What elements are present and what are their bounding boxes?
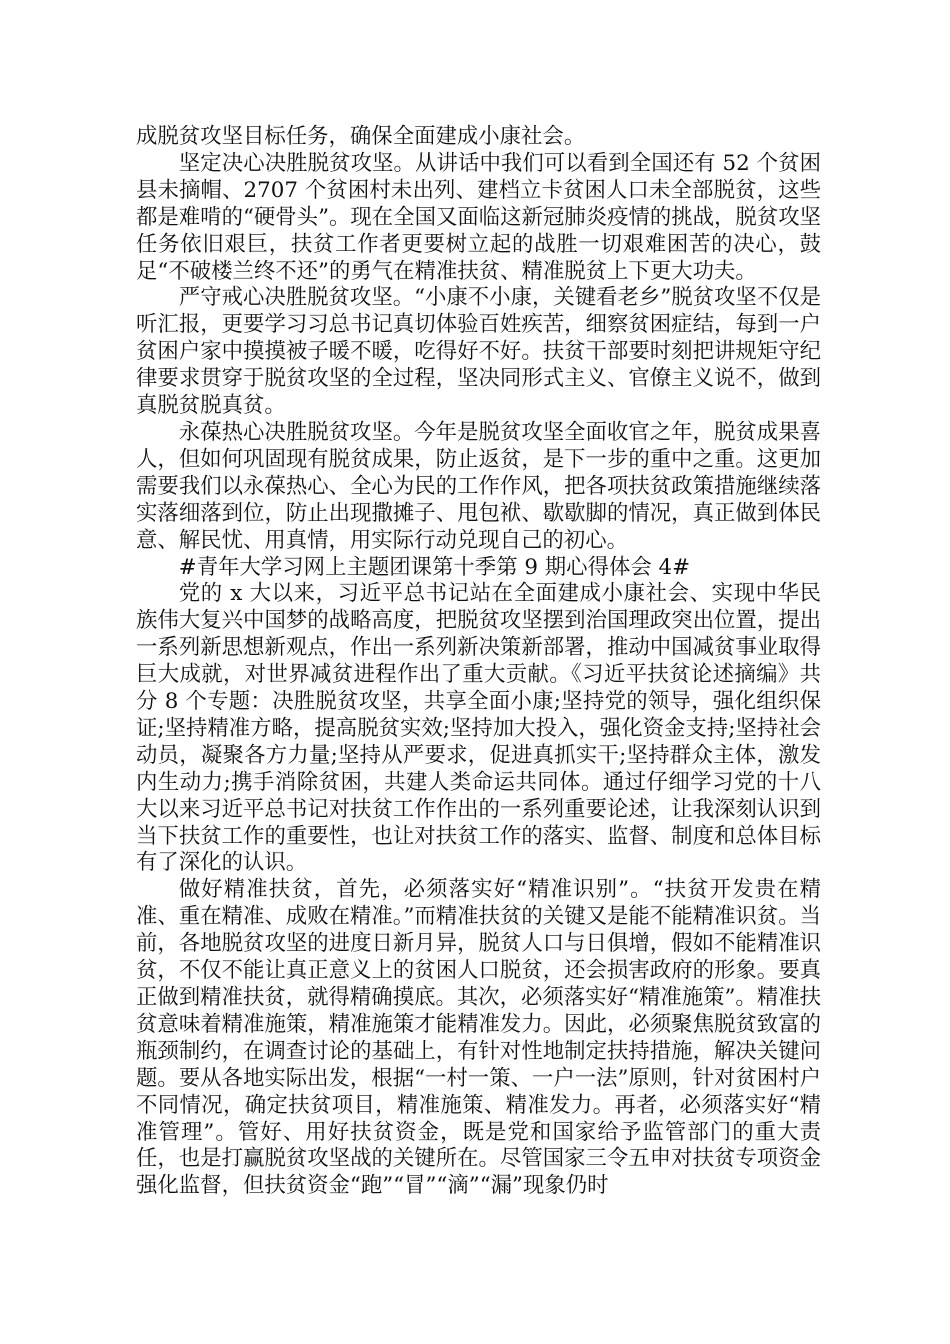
section-heading: #青年大学习网上主题团课第十季第 9 期心得体会 4# xyxy=(178,554,691,580)
paragraph-overview: 党的 x 大以来，习近平总书记站在全面建成小康社会、实现中华民族伟大复兴中国梦的战略高度，把脱贫攻坚摆到治国理政突出位置，提出一系列新思想新观点，作出一系列新决策新部署，推动中国减贫事业取得巨大成就，对世界减贫进程作出了重大贡献。《习近平扶贫论述摘编》共分 8 个专题：决胜脱贫攻坚，共享全面小康;坚持党的领导，强化组织保证;坚持精准方略，提高脱贫实效;坚持加大投入，强化资金支持;坚持社会动员，凝聚各方力量;坚持从严要求，促进真抓实干;坚持群众主体，激发内生动力;携手消除贫困，共建人类命运共同体。通过仔细学习党的十八大以来习近平总书记对扶贫工作作出的一系列重要论述，让我深刻认识到当下扶贫工作的重要性，也让对扶贫工作的落实、监督、制度和总体目标有了深化的认识。 xyxy=(136,581,821,876)
paragraph-enthusiasm: 永葆热心决胜脱贫攻坚。今年是脱贫攻坚全面收官之年，脱贫成果喜人，但如何巩固现有脱贫成果，防止返贫，是下一步的重中之重。这更加需要我们以永葆热心、全心为民的工作作风，把各项扶贫政策措施继续落实落细落到位，防止出现撒摊子、甩包袱、歇歇脚的情况，真正做到体民意、解民忧、用真情，用实际行动兑现自己的初心。 xyxy=(136,419,821,553)
paragraph-determination: 坚定决心决胜脱贫攻坚。从讲话中我们可以看到全国还有 52 个贫困县未摘帽、2707 个贫困村未出列、建档立卡贫困人口未全部脱贫，这些都是难啃的“硬骨头”。现在全国又面临这新冠肺炎疫情的挑战，脱贫攻坚任务依旧艰巨，扶贫工作者更要树立起的战胜一切艰难困苦的决心，鼓足“不破楼兰终不还”的勇气在精准扶贫、精准脱贫上下更大功夫。 xyxy=(136,150,821,284)
document-body xyxy=(136,124,821,1200)
paragraph-discipline: 严守戒心决胜脱贫攻坚。“小康不小康，关键看老乡”脱贫攻坚不仅是听汇报，更要学习习总书记真切体验百姓疾苦，细察贫困症结，每到一户贫困户家中摸摸被子暖不暖，吃得好不好。扶贫干部要时刻把讲规矩守纪律要求贯穿于脱贫攻坚的全过程，坚决同形式主义、官僚主义说不，做到真脱贫脱真贫。 xyxy=(136,285,821,419)
paragraph-continuation: 成脱贫攻坚目标任务，确保全面建成小康社会。 xyxy=(136,124,586,149)
paragraph-precision-poverty: 做好精准扶贫，首先，必须落实好“精准识别”。“扶贫开发贵在精准、重在精准、成败在精准。”而精准扶贫的关键又是能不能精准识贫。当前，各地脱贫攻坚的进度日新月异，脱贫人口与日俱增，假如不能精准识贫，不仅不能让真正意义上的贫困人口脱贫，还会损害政府的形象。要真正做到精准扶贫，就得精确摸底。其次，必须落实好“精准施策”。精准扶贫意味着精准施策，精准施策才能精准发力。因此，必须聚焦脱贫致富的瓶颈制约，在调查讨论的基础上，有针对性地制定扶持措施，解决关键问题。要从各地实际出发，根据“一村一策、一户一法”原则，针对贫困村户不同情况，确定扶贫项目，精准施策、精准发力。再者，必须落实好“精准管理”。管好、用好扶贫资金，既是党和国家给予监管部门的重大责任，也是打赢脱贫攻坚战的关键所在。尽管国家三令五申对扶贫专项资金强化监督，但扶贫资金“跑”“冒”“滴”“漏”现象仍时 xyxy=(136,877,821,1199)
